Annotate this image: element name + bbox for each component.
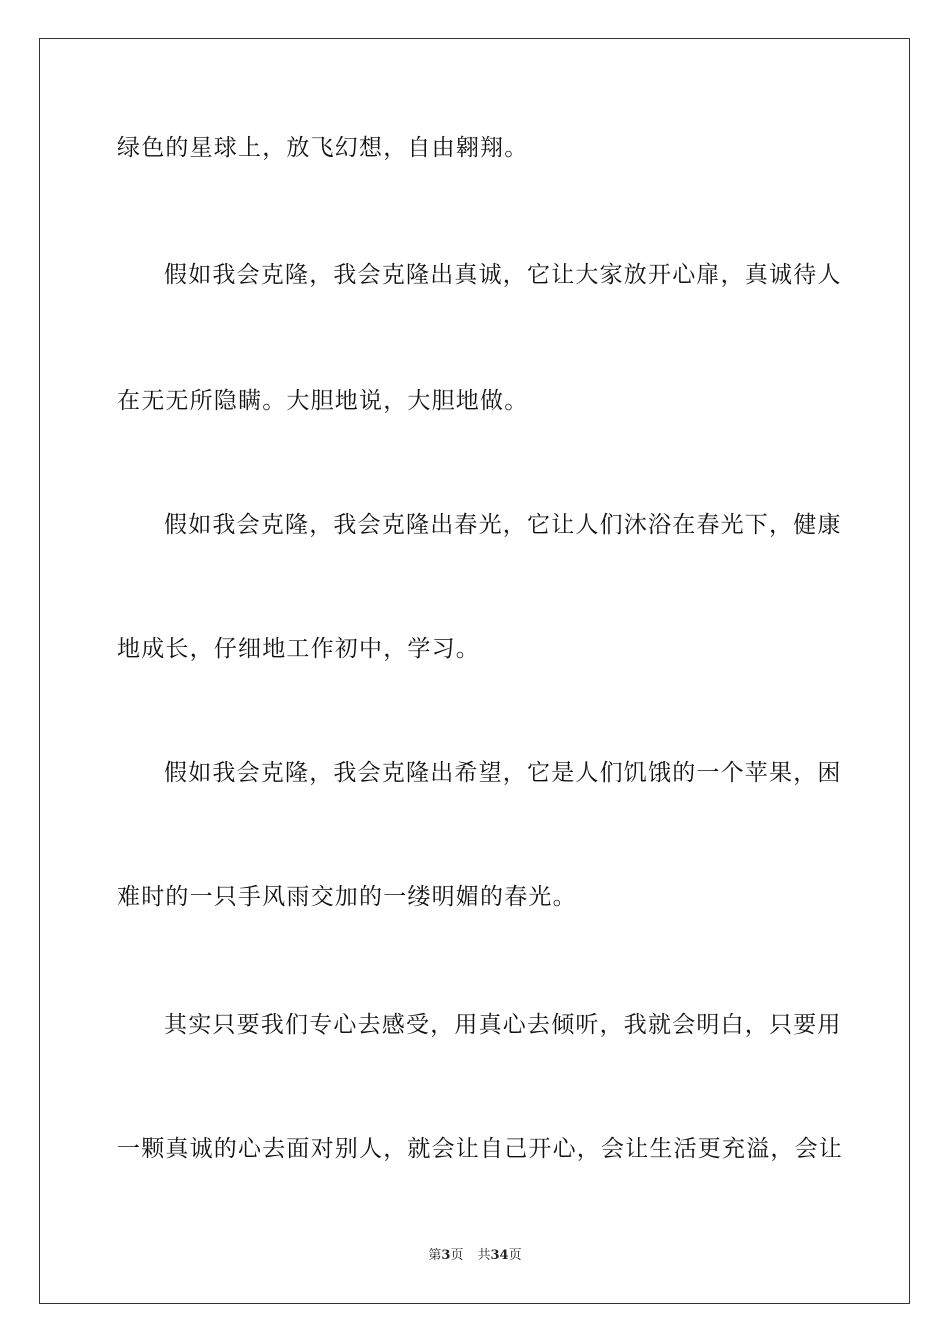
paragraph-line: 地成长，仔细地工作初中，学习。 <box>117 636 480 662</box>
paragraph-line: 绿色的星球上，放飞幻想，自由翱翔。 <box>117 135 529 161</box>
paragraph-line: 在无无所隐瞒。大胆地说，大胆地做。 <box>117 388 529 414</box>
paragraph-line: 难时的一只手风雨交加的一缕明媚的春光。 <box>117 884 577 910</box>
page-prefix: 第 <box>428 1248 442 1263</box>
paragraph-line: 假如我会克隆，我会克隆出春光，它让人们沐浴在春光下，健康 <box>164 512 842 538</box>
total-suffix: 页 <box>508 1248 522 1263</box>
total-page-count: 34 <box>490 1248 509 1263</box>
paragraph-line: 假如我会克隆，我会克隆出真诚，它让大家放开心扉，真诚待人 <box>164 262 842 288</box>
paragraph-line: 一颗真诚的心去面对别人，就会让自己开心，会让生活更充溢，会让 <box>117 1136 843 1162</box>
page-footer <box>0 1248 950 1264</box>
current-page-number: 3 <box>441 1248 451 1263</box>
page-border <box>39 38 910 1304</box>
paragraph-line: 其实只要我们专心去感受，用真心去倾听，我就会明白，只要用 <box>164 1012 842 1038</box>
page-suffix: 页 <box>450 1248 464 1263</box>
total-prefix: 共 <box>477 1248 491 1263</box>
paragraph-line: 假如我会克隆，我会克隆出希望，它是人们饥饿的一个苹果，困 <box>164 760 842 786</box>
